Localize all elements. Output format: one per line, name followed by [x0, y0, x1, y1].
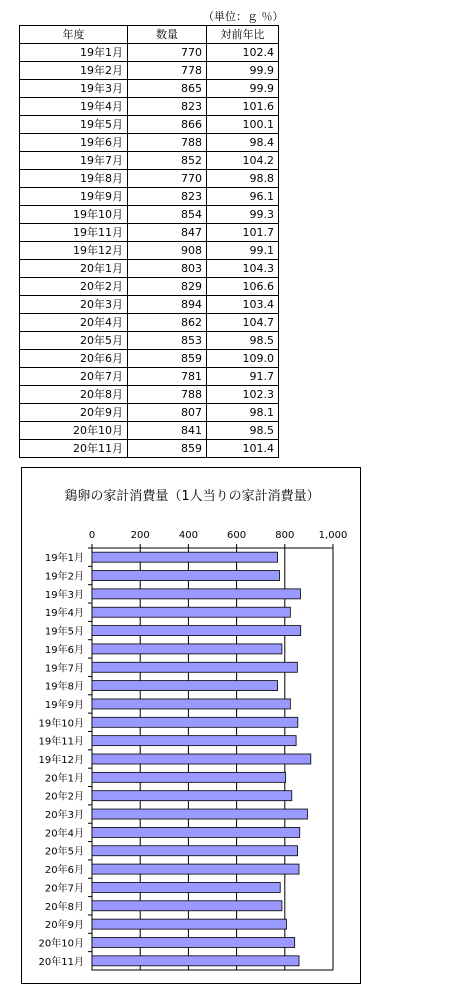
- y-tick-label: 20年1月: [44, 773, 84, 785]
- y-tick-label: 20年10月: [38, 938, 84, 950]
- table-cell: 104.7: [207, 314, 279, 332]
- bar: [92, 626, 301, 636]
- bar: [92, 919, 286, 929]
- bar: [92, 772, 286, 782]
- table-cell: 854: [128, 206, 207, 224]
- y-tick-label: 19年10月: [38, 718, 84, 730]
- table-cell: 19年7月: [20, 152, 128, 170]
- table-cell: 908: [128, 242, 207, 260]
- table-cell: 100.1: [207, 116, 279, 134]
- table-cell: 20年1月: [20, 260, 128, 278]
- table-row: [20, 332, 279, 350]
- table-cell: 99.3: [207, 206, 279, 224]
- table-row: [20, 314, 279, 332]
- bar: [92, 864, 299, 874]
- table-cell: 91.7: [207, 368, 279, 386]
- table-cell: 19年9月: [20, 188, 128, 206]
- table-row: [20, 422, 279, 440]
- table-cell: 104.2: [207, 152, 279, 170]
- chart-title: 鶏卵の家計消費量（1人当りの家計消費量）: [64, 489, 320, 504]
- table-cell: 101.6: [207, 98, 279, 116]
- table-cell: 807: [128, 404, 207, 422]
- table-row: [20, 188, 279, 206]
- y-tick-label: 20年7月: [44, 883, 84, 895]
- chart-area: [21, 467, 361, 984]
- table-cell: 894: [128, 296, 207, 314]
- bar: [92, 717, 298, 727]
- table-row: [20, 260, 279, 278]
- bar: [92, 552, 278, 562]
- y-tick-label: 19年9月: [44, 699, 84, 711]
- y-tick-label: 20年11月: [38, 956, 84, 968]
- table-row: [20, 350, 279, 368]
- table-cell: 20年5月: [20, 332, 128, 350]
- table-cell: 106.6: [207, 278, 279, 296]
- bar: [92, 827, 300, 837]
- table-row: [20, 440, 279, 458]
- table-row: [20, 98, 279, 116]
- x-tick-label: 400: [178, 530, 198, 541]
- table-cell: 847: [128, 224, 207, 242]
- table-cell: 101.7: [207, 224, 279, 242]
- table-row: [20, 278, 279, 296]
- table-cell: 853: [128, 332, 207, 350]
- table-cell: 19年3月: [20, 80, 128, 98]
- y-tick-label: 19年3月: [44, 589, 84, 601]
- table-row: [20, 80, 279, 98]
- unit-label: （単位：ｇ ％）: [203, 10, 284, 23]
- table-cell: 98.8: [207, 170, 279, 188]
- table-cell: 788: [128, 386, 207, 404]
- table-row: [20, 116, 279, 134]
- table-cell: 104.3: [207, 260, 279, 278]
- table-cell: 98.1: [207, 404, 279, 422]
- table-cell: 829: [128, 278, 207, 296]
- table-row: [20, 152, 279, 170]
- table-cell: 19年2月: [20, 62, 128, 80]
- y-tick-label: 19年6月: [44, 644, 84, 656]
- y-tick-label: 20年5月: [44, 846, 84, 858]
- table-cell: 781: [128, 368, 207, 386]
- table-row: [20, 404, 279, 422]
- y-tick-label: 19年5月: [44, 626, 84, 638]
- y-tick-label: 19年4月: [44, 608, 84, 620]
- table-cell: 19年12月: [20, 242, 128, 260]
- y-tick-label: 19年7月: [44, 663, 84, 675]
- table-cell: 20年2月: [20, 278, 128, 296]
- y-tick-label: 20年6月: [44, 865, 84, 877]
- bar: [92, 809, 307, 819]
- x-tick-label: 600: [227, 530, 247, 541]
- column-header: 対前年比: [207, 26, 279, 44]
- table-cell: 96.1: [207, 188, 279, 206]
- bar: [92, 736, 296, 746]
- table-cell: 19年11月: [20, 224, 128, 242]
- table-row: [20, 206, 279, 224]
- table-cell: 20年6月: [20, 350, 128, 368]
- bar: [92, 901, 282, 911]
- table-cell: 862: [128, 314, 207, 332]
- x-tick-label: 200: [130, 530, 150, 541]
- table-cell: 19年5月: [20, 116, 128, 134]
- table-cell: 98.4: [207, 134, 279, 152]
- y-tick-label: 20年3月: [44, 810, 84, 822]
- table-cell: 865: [128, 80, 207, 98]
- table-cell: 823: [128, 188, 207, 206]
- y-tick-label: 19年11月: [38, 736, 84, 748]
- table-cell: 98.5: [207, 332, 279, 350]
- column-header: 年度: [20, 26, 128, 44]
- table-cell: 99.1: [207, 242, 279, 260]
- table-cell: 109.0: [207, 350, 279, 368]
- bar: [92, 846, 298, 856]
- table-cell: 103.4: [207, 296, 279, 314]
- table-cell: 20年10月: [20, 422, 128, 440]
- y-tick-label: 20年4月: [44, 828, 84, 840]
- table-cell: 770: [128, 44, 207, 62]
- bar-chart: [22, 468, 362, 985]
- data-table: [19, 25, 279, 458]
- table-row: [20, 242, 279, 260]
- table-cell: 770: [128, 170, 207, 188]
- y-tick-label: 20年8月: [44, 901, 84, 913]
- x-tick-label: 0: [88, 530, 96, 541]
- table-cell: 803: [128, 260, 207, 278]
- table-cell: 19年4月: [20, 98, 128, 116]
- y-tick-label: 20年2月: [44, 791, 84, 803]
- table-cell: 20年8月: [20, 386, 128, 404]
- table-header-row: [20, 26, 279, 44]
- table-cell: 19年10月: [20, 206, 128, 224]
- table-cell: 20年9月: [20, 404, 128, 422]
- table-row: [20, 386, 279, 404]
- table-cell: 788: [128, 134, 207, 152]
- y-tick-label: 19年1月: [44, 553, 84, 565]
- table-cell: 20年11月: [20, 440, 128, 458]
- table-cell: 102.3: [207, 386, 279, 404]
- y-tick-label: 19年2月: [44, 571, 84, 583]
- bar: [92, 589, 300, 599]
- bar: [92, 937, 295, 947]
- table-cell: 19年8月: [20, 170, 128, 188]
- table-cell: 98.5: [207, 422, 279, 440]
- table-row: [20, 44, 279, 62]
- bar: [92, 699, 290, 709]
- bar: [92, 607, 290, 617]
- table-cell: 859: [128, 440, 207, 458]
- bar: [92, 644, 282, 654]
- table-cell: 19年1月: [20, 44, 128, 62]
- bar: [92, 571, 279, 581]
- x-tick-label: 1,000: [318, 530, 348, 541]
- table-cell: 19年6月: [20, 134, 128, 152]
- table-row: [20, 62, 279, 80]
- table-cell: 859: [128, 350, 207, 368]
- table-row: [20, 134, 279, 152]
- table-cell: 102.4: [207, 44, 279, 62]
- table-cell: 101.4: [207, 440, 279, 458]
- table-row: [20, 170, 279, 188]
- table-cell: 20年3月: [20, 296, 128, 314]
- table-cell: 20年7月: [20, 368, 128, 386]
- y-tick-label: 20年9月: [44, 920, 84, 932]
- bar: [92, 754, 311, 764]
- table-cell: 99.9: [207, 80, 279, 98]
- x-tick-label: 800: [275, 530, 295, 541]
- table-cell: 778: [128, 62, 207, 80]
- bar: [92, 681, 278, 691]
- y-tick-label: 19年12月: [38, 755, 84, 766]
- column-header: 数量: [128, 26, 207, 44]
- table-cell: 20年4月: [20, 314, 128, 332]
- bar: [92, 956, 299, 966]
- table-cell: 841: [128, 422, 207, 440]
- bar: [92, 882, 280, 892]
- table-cell: 823: [128, 98, 207, 116]
- table-row: [20, 224, 279, 242]
- y-tick-label: 19年8月: [44, 681, 84, 693]
- table-cell: 866: [128, 116, 207, 134]
- bar: [92, 791, 292, 801]
- bar: [92, 662, 297, 672]
- table-cell: 99.9: [207, 62, 279, 80]
- table-row: [20, 296, 279, 314]
- table-cell: 852: [128, 152, 207, 170]
- table-row: [20, 368, 279, 386]
